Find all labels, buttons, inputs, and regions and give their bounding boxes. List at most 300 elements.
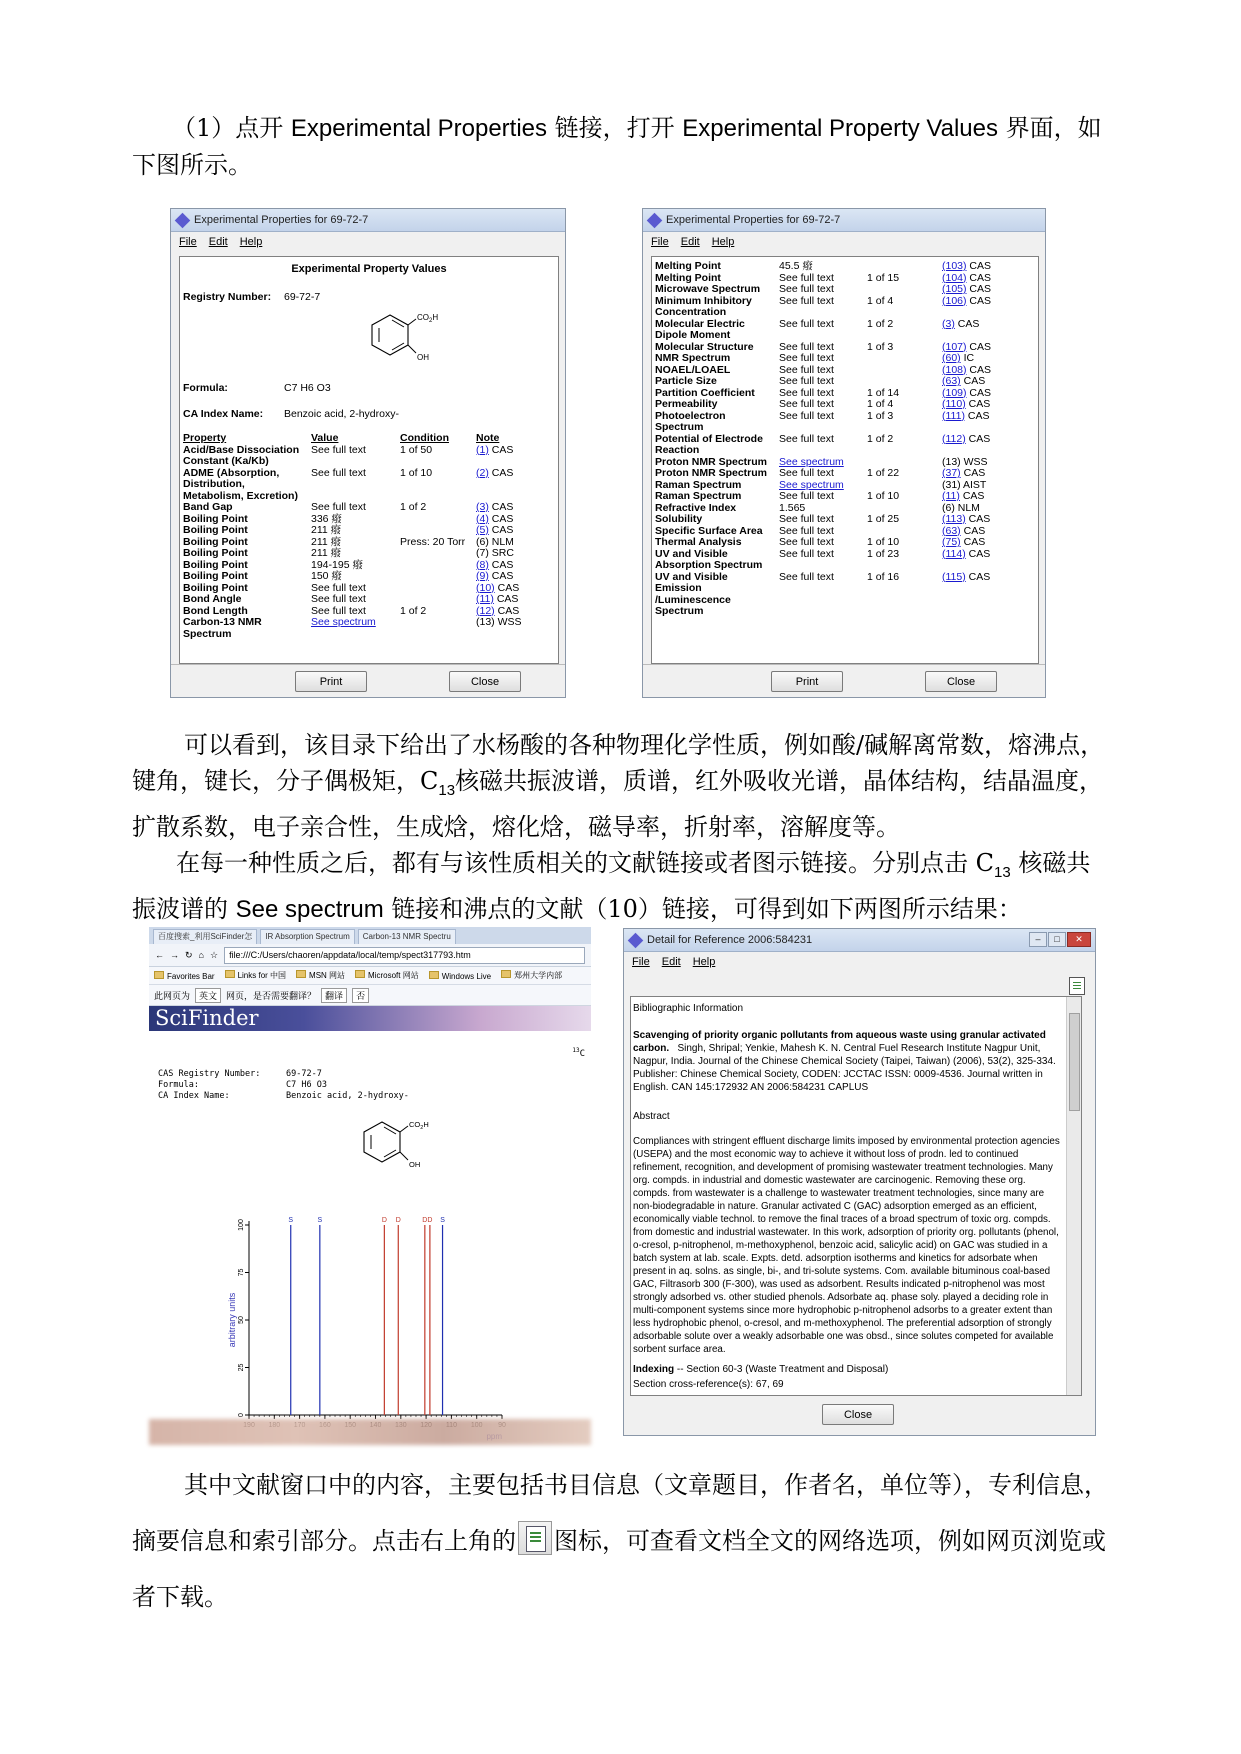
salicylic-acid-structure [370, 303, 460, 363]
no-translate-button[interactable]: 否 [352, 988, 369, 1003]
property-note [942, 572, 990, 584]
browser-window [149, 927, 591, 1445]
window-1-title: Experimental Properties for 69-72-7 [194, 214, 369, 226]
property-name: Boiling Point [183, 524, 248, 536]
experimental-properties-window-1 [170, 208, 566, 698]
app-icon [628, 932, 644, 948]
reference-source: CAS [488, 512, 514, 525]
reference-link[interactable]: (103) [942, 260, 967, 272]
indexing-line [633, 1363, 888, 1376]
reference-link[interactable]: (104) [942, 271, 967, 284]
bookmarks-bar [149, 967, 591, 985]
close-button[interactable]: Close [449, 671, 521, 692]
property-name: Minimum Inhibitory Concentration [655, 294, 752, 318]
header-property: Property [183, 432, 227, 444]
window-2-title: Experimental Properties for 69-72-7 [666, 214, 841, 226]
reference-link[interactable]: (9) [476, 570, 489, 582]
property-name: Potential of Electrode Reaction [655, 432, 763, 456]
property-value: See full text [779, 352, 834, 364]
bibliographic-header: Bibliographic Information [633, 1003, 744, 1014]
reference-link[interactable]: (106) [942, 294, 967, 307]
menu-file[interactable]: File [651, 236, 669, 248]
y-tick-label: 0 [238, 1413, 245, 1417]
see-spectrum-link[interactable]: See spectrum [779, 478, 844, 491]
peak-multiplicity-label: S [288, 1217, 294, 1224]
reference-link[interactable]: (5) [476, 524, 489, 536]
property-condition: 1 of 3 [867, 409, 894, 422]
bookmark-item[interactable]: Favorites Bar [154, 971, 215, 981]
co2h-label: $CO_2H$ [417, 313, 439, 324]
property-name: Proton NMR Spectrum [655, 467, 768, 479]
property-note [942, 296, 991, 308]
property-row [183, 617, 555, 640]
reference-source: CAS [965, 570, 991, 583]
translate-text-a: 此网页为 [154, 990, 191, 1001]
para1-text-e: 界面，如下图所示。 [132, 114, 1102, 179]
property-condition: 1 of 10 [867, 490, 900, 502]
vertical-scrollbar[interactable] [1066, 997, 1081, 1395]
reference-source: CAS [966, 294, 992, 307]
property-name: Partition Coefficient [655, 386, 755, 399]
y-tick-label: 50 [238, 1316, 245, 1324]
property-row [655, 296, 1035, 319]
forward-icon[interactable]: → [170, 950, 179, 960]
reference-source: CAS [493, 593, 519, 605]
reference-link[interactable]: (114) [942, 547, 966, 560]
reference-source: CAS [964, 409, 990, 422]
property-value: 1.565 [779, 501, 806, 514]
reference-link[interactable]: (75) [942, 536, 961, 548]
menu-edit[interactable]: Edit [680, 236, 700, 248]
property-name: Boiling Point [183, 547, 248, 559]
reference-source: CAS [965, 513, 991, 525]
indexing-label: Indexing [633, 1364, 675, 1375]
reference-source: CAS [966, 363, 992, 376]
property-value: See full text [311, 501, 366, 513]
property-condition: 1 of 4 [867, 398, 894, 410]
menu-edit[interactable]: Edit [661, 956, 681, 968]
detail-content-panel [630, 996, 1082, 1396]
property-name: Bond Length [183, 604, 248, 617]
reference-link[interactable]: (11) [942, 490, 960, 502]
property-value: 194-195 癈 [311, 558, 363, 571]
property-name: Specific Surface Area [655, 524, 763, 537]
see-spectrum-link[interactable]: See spectrum [311, 616, 376, 628]
registry-number-label: Registry Number: [183, 291, 272, 303]
reference-source: CAS [488, 558, 514, 571]
property-name: Refractive Index [655, 501, 737, 514]
print-button[interactable]: Print [295, 671, 367, 692]
reference-source: CAS [959, 490, 985, 502]
reference-source: CAS [494, 581, 520, 594]
property-value: See full text [779, 490, 834, 502]
scifinder-banner: SciFinder [149, 1006, 591, 1031]
reference-link[interactable]: (37) [942, 467, 961, 479]
property-condition: 1 of 16 [867, 570, 900, 583]
property-row [183, 445, 555, 468]
para1-text-c: 链接，打开 [547, 114, 683, 142]
property-note [942, 411, 989, 423]
property-value: 336 癈 [311, 512, 342, 525]
close-button[interactable]: Close [925, 671, 997, 692]
formula-label: Formula: [158, 1080, 199, 1090]
translate-language-select[interactable]: 英文 [195, 988, 221, 1003]
para4-text-a: 其中文献窗口中的内容，主要包括书目信息（文章题目，作者名，单位等），专利信息，摘要信息和索引部分。点击右上角的 [132, 1471, 1108, 1555]
window-2-content-panel [651, 256, 1039, 664]
property-value: 211 癈 [311, 535, 342, 548]
bibliographic-info [633, 1029, 1063, 1094]
article-title: Scavenging of priority organic pollutants from aqueous waste using granular activated carbon. [633, 1030, 1046, 1054]
property-value: See full text [779, 398, 834, 410]
property-value: See full text [779, 283, 834, 295]
reference-source: CAS [966, 283, 992, 295]
property-value: See full text [779, 524, 834, 537]
properties-paragraph [132, 727, 1114, 845]
para2-text-b: 核磁共振波谱，质谱，红外吸收光谱，晶体结构，结晶温度，扩散系数，电子亲合性，生成焓，熔化焓，磁导率，折射率，溶解度等。 [132, 767, 1104, 841]
cas-label: CAS Registry Number: [158, 1069, 261, 1079]
reference-link[interactable]: (4) [476, 512, 489, 525]
reference-source: CAS [960, 375, 986, 387]
property-name: Permeability [655, 398, 718, 410]
reference-link[interactable]: (8) [476, 558, 489, 571]
translate-bar [149, 985, 591, 1006]
see-spectrum-link[interactable]: See spectrum [779, 455, 844, 468]
property-name: Solubility [655, 513, 703, 525]
refresh-icon[interactable]: ↻ [185, 949, 193, 960]
property-name: Photoelectron Spectrum [655, 409, 726, 433]
browser-tab-3[interactable]: Carbon-13 NMR Spectru [358, 929, 456, 944]
property-value: See full text [779, 317, 834, 330]
property-note [942, 319, 979, 331]
property-name: Microwave Spectrum [655, 283, 761, 295]
menu-file[interactable]: File [179, 236, 197, 248]
property-row [655, 434, 1035, 457]
reference-source: CAS [966, 386, 992, 399]
reference-link[interactable]: (109) [942, 386, 967, 399]
bibliographic-details: Singh, Shripal; Yenkie, Mahesh K. N. Central Fuel Research Institute Nagpur Unit, Nagpur, India. Journal of the Chinese Chemical Society (Taipei, Taiwan) (2006), 53(2), 325-334. Publisher: Chinese Chemical Society, CODEN: JCCTAC ISSN: 0009-4536. Journal written in English. CAN 145:172932 AN 2006:584231 CAPLUS [633, 1043, 1056, 1093]
property-name: Melting Point [655, 260, 721, 272]
property-condition: 1 of 2 [400, 604, 427, 617]
indexing-section: -- Section 60-3 (Waste Treatment and Disposal) [674, 1364, 889, 1375]
section-crossref: Section cross-reference(s): 67, 69 [633, 1379, 784, 1390]
reference-source: CAS [954, 317, 980, 330]
peak-multiplicity-label: D [427, 1217, 433, 1224]
property-value: See full text [779, 536, 834, 548]
property-condition: 1 of 22 [867, 467, 900, 479]
translate-text-b: 网页，是否需要翻译？ [226, 990, 317, 1001]
property-row [655, 572, 1035, 618]
ca-index-value: Benzoic acid, 2-hydroxy- [284, 408, 399, 420]
reference-source: CAS [488, 524, 514, 536]
property-table-1 [183, 433, 555, 640]
window-2-titlebar [643, 209, 1045, 232]
cas-value: 69-72-7 [286, 1069, 322, 1079]
property-value: See full text [779, 386, 834, 399]
experimental-properties-window-2 [642, 208, 1046, 698]
property-condition: 1 of 10 [400, 466, 433, 479]
property-condition: 1 of 2 [867, 432, 894, 445]
window-2-button-bar [643, 664, 1045, 697]
property-value: 150 癈 [311, 570, 342, 582]
browser-tabs [149, 927, 591, 944]
para3-text-b: 核磁共振波谱的 [132, 849, 1091, 923]
property-name: Acid/Base Dissociation Constant (Ka/Kb) [183, 443, 300, 467]
formula-value: C7 H6 O3 [284, 382, 331, 394]
browser-address-bar [149, 944, 591, 967]
property-condition: 1 of 4 [867, 294, 894, 307]
property-name: Boiling Point [183, 570, 248, 582]
detail-titlebar [624, 929, 1095, 952]
app-icon [647, 212, 663, 228]
para4-text-b: 图标，可查看文档全文的网络选项，例如网页浏览或者下载。 [132, 1527, 1106, 1611]
peak-multiplicity-label: D [395, 1217, 401, 1224]
property-name: Carbon-13 NMR Spectrum [183, 616, 262, 640]
property-value: See full text [311, 581, 366, 594]
para3-see-spectrum: See spectrum [235, 895, 384, 923]
reference-source: (7) SRC [476, 547, 514, 559]
reference-source: CAS [965, 547, 991, 560]
property-name: UV and Visible Emission /Luminescence Spectrum [655, 570, 731, 617]
property-value: 45.5 癈 [779, 260, 813, 272]
property-name: NMR Spectrum [655, 352, 731, 364]
c13-nmr-spectrum-chart [149, 1179, 591, 1419]
reference-source: (6) NLM [942, 501, 980, 514]
home-icon[interactable]: ⌂ [198, 950, 204, 960]
reference-link[interactable]: (113) [942, 513, 966, 525]
property-value: 211 癈 [311, 524, 342, 536]
window-1-menubar [171, 232, 565, 252]
browser-tab-1[interactable]: 百度搜索_利用SciFinder怎 [153, 929, 257, 944]
reference-source: CAS [966, 271, 992, 284]
app-icon [175, 212, 191, 228]
reference-link[interactable]: (1) [476, 443, 489, 456]
document-icon [518, 1521, 552, 1555]
reference-link[interactable]: (10) [476, 581, 495, 594]
para1-window-name: Experimental Property Values [682, 115, 998, 142]
detail-title: Detail for Reference 2006:584231 [647, 934, 813, 946]
nucleus-label: $^{13}$C [572, 1047, 585, 1059]
peak-multiplicity-label: D [422, 1217, 428, 1224]
property-name: Thermal Analysis [655, 536, 742, 548]
property-name: UV and Visible Absorption Spectrum [655, 547, 763, 571]
reference-link[interactable]: (111) [942, 409, 965, 422]
reference-link[interactable]: (11) [476, 593, 494, 605]
header-condition: Condition [400, 432, 449, 444]
para1-text-a: （1）点开 [172, 114, 291, 142]
property-value: See full text [311, 466, 366, 479]
reference-source: CAS [966, 260, 992, 272]
y-tick-label: 75 [238, 1268, 245, 1277]
formula-value: C7 H6 O3 [286, 1080, 327, 1090]
property-name: Raman Spectrum [655, 478, 742, 491]
reference-link[interactable]: (115) [942, 570, 966, 583]
minimize-icon[interactable]: – [1029, 932, 1047, 947]
bookmark-item[interactable]: Windows Live [429, 971, 491, 981]
property-note [476, 445, 513, 457]
property-name: Proton NMR Spectrum [655, 455, 768, 468]
blurred-taskbar [149, 1419, 591, 1445]
reference-source: CAS [488, 501, 514, 513]
property-condition: Press: 20 Torr [400, 535, 466, 548]
maximize-icon[interactable]: □ [1048, 932, 1066, 947]
y-axis-label: arbitrary units [227, 1292, 237, 1348]
property-name: Boiling Point [183, 558, 248, 571]
property-name: NOAEL/LOAEL [655, 363, 731, 376]
reference-link[interactable]: (12) [476, 604, 495, 617]
reference-source: CAS [960, 536, 986, 548]
intro-paragraph [132, 110, 1114, 183]
oh-label: OH [417, 353, 429, 362]
browser-structure [362, 1110, 442, 1172]
window-1-content-panel [179, 256, 559, 664]
para2-text-a: 可以看到，该目录下给出了水杨酸的各种物理化学性质，例如酸/碱解离常数，熔沸点，键角，键长，分子偶极矩，C [132, 731, 1105, 795]
property-name: Particle Size [655, 375, 717, 387]
url-field[interactable]: file:///C:/Users/chaoren/appdata/local/temp/spect317793.htm [224, 947, 585, 964]
property-note [942, 434, 990, 446]
reference-link[interactable]: (2) [476, 466, 489, 479]
property-row [655, 411, 1035, 434]
window-1-button-bar [171, 664, 565, 697]
translate-button[interactable]: 翻译 [321, 988, 347, 1003]
links-paragraph [132, 845, 1114, 928]
property-condition: 1 of 2 [400, 501, 427, 513]
reference-link[interactable]: (107) [942, 340, 967, 353]
abstract-header: Abstract [633, 1111, 670, 1122]
formula-label: Formula: [183, 382, 228, 394]
reference-source: (31) AIST [942, 478, 987, 491]
property-condition: 1 of 2 [867, 317, 894, 330]
bookmark-item[interactable]: 郑州大学内部 [501, 970, 562, 981]
reference-link[interactable]: (110) [942, 398, 966, 410]
reference-source: CAS [966, 340, 992, 353]
property-value: See full text [779, 375, 834, 387]
detail-menubar [624, 952, 1095, 972]
property-value: See full text [779, 547, 834, 560]
reference-source: (6) NLM [476, 535, 514, 548]
para3-subscript: 13 [994, 863, 1011, 881]
reference-source: (13) WSS [476, 616, 522, 628]
property-name: Raman Spectrum [655, 490, 742, 502]
y-tick-label: 100 [238, 1219, 245, 1231]
property-value: See full text [779, 513, 834, 525]
close-icon[interactable]: ✕ [1067, 932, 1091, 947]
menu-help[interactable]: Help [711, 236, 735, 248]
reference-source: CAS [965, 432, 991, 445]
property-value: See full text [779, 432, 834, 445]
property-note [476, 468, 513, 480]
reference-link[interactable]: (63) [942, 375, 961, 387]
header-note: Note [476, 432, 500, 444]
reference-link[interactable]: (108) [942, 363, 967, 376]
property-name: Bond Angle [183, 593, 242, 605]
property-name: Melting Point [655, 271, 721, 284]
property-value: See full text [779, 409, 834, 422]
property-value: See full text [779, 467, 834, 479]
property-value: See full text [779, 271, 834, 284]
property-name: Band Gap [183, 501, 233, 513]
property-value: See full text [779, 294, 834, 307]
detail-close-button[interactable]: Close [822, 1404, 894, 1425]
window-1-titlebar [171, 209, 565, 232]
bookmark-item[interactable]: MSN 网站 [296, 970, 345, 981]
reference-link[interactable]: (112) [942, 432, 966, 445]
back-icon[interactable]: ← [155, 950, 164, 960]
index-label: CA Index Name: [158, 1091, 230, 1101]
property-value: See full text [779, 363, 834, 376]
menu-help[interactable]: Help [692, 956, 716, 968]
reference-link[interactable]: (3) [942, 317, 955, 330]
abstract-text: Compliances with stringent effluent discharge limits imposed by environmental protection agencies (USEPA) and the most economic way to achieve it without loss of prodn. led to continued refinement, recognition, and development of promising wastewater treatment technologies. Many org. compds. in industrial and domestic wastewater are carcinogenic. Removing these org. compds. from wastewater is a challenge to wastewater treatment technologies, since many are non-biodegradable in nature. Granular activated C (GAC) adsorption emerged as an efficient, economically viable technol. to remove the final traces of a broad spectrum of toxic org. compds. from domestic and industrial wastewater. In this work, adsorption of priority org. pollutants (phenol, o-cresol, p-nitrophenol, m-methoxyphenol, benzoic acid, salicylic acid) on GAC was studied in a batch system at lab. scale. Expts. detd. adsorption isotherms and kinetics for adsorbate when present in aq. solns. as single, bi-, and tri-solute systems. Com. available bituminous coal-based GAC, Filtrasorb 300 (F-300), was used as adsorbent. Results indicated p-nitrophenol was most strongly adsorbed vs. other studied phenols. Adsorbate aq. phase soly. played a deciding role in multi-component systems since more hydrophobic p-nitrophenol adsorbs to a greater extent than less hydrophobic phenol, o-cresol, and m-methoxyphenol. The preferential adsorption of strongly adsorbable solute over a weakly adsorbable one was obsd., since solutes competed for available sorbent surface area. [633, 1136, 1060, 1355]
header-value: Value [311, 432, 339, 444]
property-note [942, 549, 990, 561]
reference-source: CAS [494, 604, 520, 617]
reference-link[interactable]: (3) [476, 501, 489, 513]
window-2-menubar [643, 232, 1045, 252]
reference-link[interactable]: (60) [942, 352, 961, 364]
oh-label: OH [409, 1160, 421, 1169]
bookmark-item[interactable]: Microsoft 网站 [355, 970, 419, 981]
reference-link[interactable]: (63) [942, 524, 961, 537]
document-icon[interactable] [1069, 977, 1085, 995]
reference-link[interactable]: (105) [942, 283, 967, 295]
property-condition: 1 of 15 [867, 271, 900, 284]
peak-multiplicity-label: S [317, 1217, 323, 1224]
property-row [183, 468, 555, 503]
bookmark-item[interactable]: Links for 中国 [225, 970, 286, 981]
reference-source: CAS [488, 466, 514, 479]
property-name: Boiling Point [183, 581, 248, 594]
property-value: See full text [311, 593, 366, 605]
property-values-heading: Experimental Property Values [291, 263, 447, 275]
reference-source: CAS [960, 467, 986, 479]
y-tick-label: 25 [238, 1363, 245, 1372]
property-row [655, 549, 1035, 572]
property-name: ADME (Absorption, Distribution, Metabolism, Excretion) [183, 466, 298, 502]
property-name: Molecular Electric Dipole Moment [655, 317, 745, 341]
reference-source: CAS [960, 524, 986, 537]
property-note [476, 617, 522, 629]
ca-index-label: CA Index Name: [183, 408, 264, 420]
para3-text-a: 在每一种性质之后，都有与该性质相关的文献链接或者图示链接。分别点击 C [176, 849, 994, 877]
compound-info [158, 1069, 409, 1102]
property-value: See full text [779, 570, 834, 583]
menu-edit[interactable]: Edit [208, 236, 228, 248]
property-condition: 1 of 3 [867, 340, 894, 353]
index-value: Benzoic acid, 2-hydroxy- [286, 1091, 409, 1101]
menu-file[interactable]: File [632, 956, 650, 968]
property-condition: 1 of 14 [867, 386, 900, 399]
property-value: 211 癈 [311, 547, 342, 559]
property-table-2 [655, 261, 1035, 618]
property-name: Molecular Structure [655, 340, 754, 353]
co2h-label: $CO_2H$ [409, 1120, 429, 1131]
property-row [655, 319, 1035, 342]
property-condition: 1 of 25 [867, 513, 900, 525]
peak-multiplicity-label: S [440, 1217, 445, 1224]
menu-help[interactable]: Help [239, 236, 263, 248]
property-condition: 1 of 10 [867, 536, 900, 548]
print-button[interactable]: Print [771, 671, 843, 692]
property-condition: 1 of 50 [400, 443, 433, 456]
property-value: See full text [311, 604, 366, 617]
browser-tab-2[interactable]: IR Absorption Spectrum [260, 929, 354, 944]
property-value: See full text [311, 443, 366, 456]
property-name: Boiling Point [183, 535, 248, 548]
favorite-star-icon[interactable]: ☆ [209, 949, 219, 960]
reference-source: CAS [488, 443, 514, 456]
property-condition: 1 of 23 [867, 547, 900, 560]
peak-multiplicity-label: D [381, 1217, 387, 1224]
